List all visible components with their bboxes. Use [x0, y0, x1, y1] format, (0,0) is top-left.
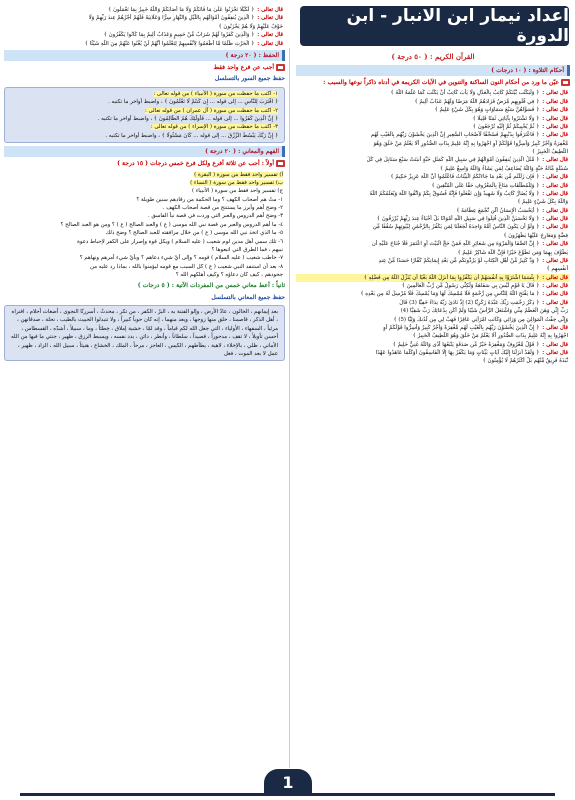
- line-text: ﴿ وَلَقَدْ أَنزَلْنَا إِلَيْكَ آيَاتٍ بَيِّنَاتٍ وَمَا يَكْفُرُ بِهَا إِلَّا الْفَاسِقُونَ أَوَكُلَّمَا عَاهَدُوا عَهْدًا: [375, 350, 540, 357]
- verse-line: [296, 341, 570, 349]
- verse-line: [296, 106, 570, 114]
- line-text: ﴿ إِنَّ الَّذِينَ يَخْشَوْنَ رَبَّهُم بِالْغَيْبِ لَهُم مَّغْفِرَةٌ وَأَجْرٌ كَبِيرٌ وَأَسِرُّوا قَوْلَكُمْ أَوِ: [383, 324, 540, 331]
- line-text: ﴿ وَلِلْمُطَلَّقَاتِ مَتَاعٌ بِالْمَعْرُوفِ حَقًّا عَلَى الْمُتَّقِينَ ﴾: [431, 182, 540, 189]
- line-text: ﴿ إِنَّ الصَّفَا وَالْمَرْوَةَ مِن شَعَائِرِ اللَّهِ فَمَنْ حَجَّ الْبَيْتَ أَوِ اعْتَمَرَ فَلَا جُنَاحَ عَلَيْهِ أَن: [371, 241, 540, 248]
- hifz-item: [9, 123, 280, 131]
- line-text: خَوْفٌ عَلَيْهِمْ وَلَا هُمْ يَحْزَنُونَ ﴾: [218, 23, 283, 30]
- verse-line: [296, 173, 570, 181]
- line-text: ﴿ الْحَرْثِ ظُلْمًا مَّا أَطْعَمُوا لِأَنْفُسِهِمْ لِتَعْلَمُوا أَنَّهُمْ لَنْ يُغْنُوا عَنْهُمْ مِنَ اللَّهِ شَيْئًا ﴾: [84, 40, 255, 47]
- verse-label: قال تعالى :: [542, 324, 568, 331]
- verse-line: [4, 14, 285, 22]
- maani-box: [4, 305, 285, 361]
- line-text: ٧- خاطب شعيب ( عليه السلام ) قومه ؟ وإلى أيّ شيء دعاهم ؟ وبأيّ شيء أمرهم ونهاهم ؟: [79, 255, 283, 262]
- verse-line: [296, 123, 570, 131]
- line-text: اللَّطِيفُ الْخَبِيرُ ﴾: [532, 149, 568, 156]
- line-text: ٢- وضح أهم وأبرز ما يستنتج من قصة أصحاب الكهف .: [162, 205, 283, 212]
- verse-line: [296, 349, 570, 357]
- verse-label: قال تعالى :: [542, 98, 568, 105]
- fahm-item: [4, 204, 285, 212]
- hifz-bar: الحفظ : ( ٢٠ درجة ): [4, 50, 285, 61]
- verse-line: [4, 31, 285, 39]
- line-text: وَاللَّهُ بِكُلِّ شَيْءٍ عَلِيمٌ ﴾: [517, 199, 568, 206]
- line-text: ﴿ اقْتَرَبَ لِلنَّاسِ ... إلى قوله ... إِن كُنتُمْ لَا تَعْلَمُونَ ﴾ ، واضبط أواخر ما تكتبه .: [108, 99, 278, 106]
- fahm-item: [4, 196, 285, 204]
- verse-label: قال تعالى :: [257, 40, 283, 47]
- line-text: ٣- اكتب ما حفظت من سورة ( الإسراء ) من قوله تعالى :: [150, 124, 278, 131]
- fahm-item: [4, 187, 285, 195]
- line-text: ب) تفسير واحد فقط من سورة ( النساء ): [190, 179, 283, 186]
- verse-label: قال تعالى :: [257, 7, 283, 13]
- line-text: ٦- تلك سمي أهل مدين لوم شعيب ( عليه السلام ) ويكل قوة وإصرار على الكفر لإحباط دعوة: [77, 238, 283, 245]
- question-icon: [561, 79, 570, 86]
- line-text: ٣- وضح أهم الدروس والعبر التي وردت في قصة نبأ الفاسق .: [147, 213, 283, 220]
- line-text: أَنفُسِهِم ﴾: [546, 266, 568, 273]
- verse-line: [296, 324, 570, 332]
- line-text: ﴿ إِنَّ رَبَّكَ يَبْسُطُ الرِّزْقَ ... إلى قوله ... كَانَ مَسْئُولًا ﴾ ، واضبط أواخر ما تكتبه .: [105, 132, 278, 139]
- verse-line: [296, 232, 570, 240]
- verse-line: [296, 98, 570, 106]
- verse-line: [296, 299, 570, 307]
- fahm-item: [4, 229, 285, 237]
- verse-label: قال تعالى :: [542, 274, 568, 281]
- verse-line: [296, 257, 570, 265]
- line-text: ﴿ وَلَا تَشْتَرُوا بِآيَاتِي ثَمَنًا قَلِيلًا ﴾: [472, 115, 540, 122]
- line-text: ﴿ وَلَا تَحْسَبَنَّ الَّذِينَ قُتِلُوا فِي سَبِيلِ اللَّهِ أَمْوَاتًا بَلْ أَحْيَاءٌ عِندَ رَبِّهِمْ يُرْزَقُونَ ﴾: [376, 216, 540, 223]
- verse-line: [296, 223, 570, 231]
- verse-label: قال تعالى :: [542, 257, 568, 264]
- verse-label: قال تعالى :: [257, 32, 283, 39]
- hifz-item: [9, 107, 280, 115]
- line-text: ﴿ وَلَيَكْتُب بَّيْنَكُمْ كَاتِبٌ بِالْعَدْلِ وَلَا يَأْبَ كَاتِبٌ أَنْ يَكْتُبَ كَمَا عَلَّمَهُ اللَّهُ ﴾: [390, 90, 540, 97]
- fahm-item: [4, 246, 285, 254]
- line-text: اجْهَرُوا بِهِ إِنَّهُ عَلِيمٌ بِذَاتِ الصُّدُورِ أَلَا يَعْلَمُ مَنْ خَلَقَ وَهُوَ اللَّطِيفُ الْخَبِيرُ ﴾: [412, 333, 568, 340]
- verse-label: قال تعالى :: [542, 132, 568, 139]
- verse-line: [4, 23, 285, 31]
- line-text: ﴿ بِئْسَمَا اشْتَرَوْا بِهِ أَنفُسَهُمْ أَن يَكْفُرُوا بِمَا أَنزَلَ اللَّهُ بَغْيًا أَن يُنَزِّلَ اللَّهُ مِن فَضْلِهِ ﴾: [363, 274, 540, 281]
- verse-line: [296, 190, 570, 198]
- verse-line: [296, 140, 570, 148]
- verse-line: [296, 282, 570, 290]
- hifz-item: [9, 115, 280, 123]
- verse-label: قال تعالى :: [542, 182, 568, 189]
- verse-label: قال تعالى :: [542, 341, 568, 348]
- maani-text: بعد إيمانهم ، الخالون ، عادٌ الأرض ، وإلو الفتنة به ، البرّ ، الكفر ، من تكر ، محدثٌ ، أسررنّا النجوى ، أضغاث أحلام ، افتراه ، أهل الذكر ، قاصمنا ، خلق منها زوجها ، ويعد منهما ، إنه كان حوباً كبيراً ، ولا تتبدلوا الخبيث بالطيب ، نحلة ، صدقاتهن ، مرئياً ، السفهاء ، الأولياء ، التي جعل الله لكم قياماً ، وقد لمّا ، خشية إملاق ، خِطئاً ، وما ، سبيلاً ، أشدّه ، القسطاس ، أحسن تأويلاً ، لا تقف ، مدحوراً ، قصيداً ، سلطاناً ، وأنطر ، دائن ، بدد نفسه ، ويسبط الرزق ، ظهير ، جنتي ما فيها من الله الأماني ، ظلي ، بالإخلاء ، لاهية ، يطأطهم ، الكيس ، العاجز ، مرحاً ، الملك ، الخشاع ، هنيئاً ، سبيل الله ، الزاد ، ظهير ، عمل لا بعد الموت ، فغل: [11, 309, 278, 357]
- line-text: نبيهم ، فما الطرق التي اتبعوها ؟: [211, 246, 283, 253]
- verse-line: [296, 332, 570, 340]
- fahm-item: [4, 263, 285, 271]
- verse-line: [296, 89, 570, 97]
- fahm-item: [4, 212, 285, 220]
- fahm-question-text: أولاً : أجب عن ثلاثة أفرع ولكل فرع خمس درجات ( ١٥ درجة ): [117, 160, 274, 168]
- line-text: ﴿ إِنَّ الَّذِينَ كَفَرُوا ... إلى قوله ... فَأُولَٰئِكَ هُمُ الظَّالِمُونَ ﴾ ، واضبط أواخر ما تكتبه .: [97, 115, 278, 122]
- fahm-bar: الفهم والمعاني : ( ٢٠ درجة ): [4, 146, 285, 157]
- line-text: رَبِّ إِنِّي وَهَنَ الْعَظْمُ مِنِّي وَاشْتَعَلَ الرَّأْسُ شَيْبًا وَلَمْ أَكُن بِدُعَائِكَ رَبِّ شَقِيًّا (4): [400, 308, 568, 315]
- line-text: ﴿ وَدَّ كَثِيرٌ مِّنْ أَهْلِ الْكِتَابِ لَوْ يَرُدُّونَكُم مِّن بَعْدِ إِيمَانِكُمْ كُفَّارًا حَسَدًا مِّنْ عِندِ: [378, 257, 540, 264]
- fahm-item: [4, 254, 285, 262]
- header-title: اعداد نيمار ابن الانبار - ابن الدورة: [346, 6, 569, 46]
- verse-line: [296, 274, 570, 282]
- verse-label: قال تعالى :: [257, 15, 283, 22]
- verse-label: قال تعالى :: [542, 299, 568, 306]
- line-text: ﴿ وَلَا يُضَارَّ كَاتِبٌ وَلَا شَهِيدٌ وَإِن تَفْعَلُوا فَإِنَّهُ فُسُوقٌ بِكُمْ وَاتَّقُوا اللَّهَ وَيُعَلِّمُكُمُ اللَّهُ: [369, 190, 540, 197]
- line-text: ﴿ الَّذِينَ يُنفِقُونَ أَمْوَالَهُم بِاللَّيْلِ وَالنَّهَارِ سِرًّا وَعَلَانِيَةً فَلَهُمْ أَجْرُهُمْ عِندَ رَبِّهِمْ وَلَا: [88, 15, 255, 22]
- left-verse-list: [4, 6, 285, 48]
- verse-label: قال تعالى :: [542, 291, 568, 298]
- fahm-item: [4, 271, 285, 279]
- line-text: ﴿ وَالَّذِينَ كَفَرُوا لَهُمْ شَرَابٌ مِّنْ حَمِيمٍ وَعَذَابٌ أَلِيمٌ بِمَا كَانُوا يَكْفُرُونَ ﴾: [103, 32, 255, 39]
- maani-question: ثانياً : أعط معاني خمس من المفردات الآتية : ( ٥ درجات ): [137, 282, 285, 290]
- line-text: أ) تفسير واحد فقط من سورة ( البقرة ): [194, 171, 283, 178]
- verse-line: [296, 207, 570, 215]
- question-icon: [276, 160, 285, 167]
- verse-label: قال تعالى :: [542, 283, 568, 290]
- line-text: ﴿ فَاعْتَرَفُوا بِذَنْبِهِمْ فَسُحْقًا لِّأَصْحَابِ السَّعِيرِ إِنَّ الَّذِينَ يَخْشَوْنَ رَبَّهُم بِالْغَيْبِ لَهُم: [370, 132, 540, 139]
- verse-label: قال تعالى :: [542, 190, 568, 197]
- page-number: 1: [264, 769, 312, 795]
- line-text: وَإِنِّي خِفْتُ الْمَوَالِيَ مِن وَرَائِي وَكَانَتِ امْرَأَتِي عَاقِرًا فَهَبْ لِي مِن لَّدُنكَ وَلِيًّا (5) ﴾: [393, 316, 568, 323]
- tajweed-bar: أحكام التلاوة : ( ١٠ درجات ): [296, 65, 570, 76]
- line-text: ﴿ فِي قُلُوبِهِم مَّرَضٌ فَزَادَهُمُ اللَّهُ مَرَضًا وَلَهُمْ عَذَابٌ أَلِيمٌ ﴾: [414, 98, 540, 105]
- verse-line: [296, 290, 570, 298]
- line-text: ﴿ قَوْلٌ مَّعْرُوفٌ وَمَغْفِرَةٌ خَيْرٌ مِّن صَدَقَةٍ يَتْبَعُهَا أَذًى وَاللَّهُ غَنِيٌّ حَلِيمٌ ﴾: [392, 341, 540, 348]
- hifz-subtitle: حفظ جميع السور بالتسلسل: [214, 75, 285, 83]
- fahm-item: [4, 238, 285, 246]
- line-text: ﴿ فَإِن زَلَلْتُم مِّن بَعْدِ مَا جَاءَتْكُمُ الْبَيِّنَاتُ فَاعْلَمُوا أَنَّ اللَّهَ عَزِيزٌ حَكِيمٌ ﴾: [390, 174, 540, 181]
- verse-label: قال تعالى :: [542, 123, 568, 130]
- right-column: [296, 50, 570, 760]
- line-text: ﴿ مَا يَفْتَحِ اللَّهُ لِلنَّاسِ مِن رَّحْمَةٍ فَلَا مُمْسِكَ لَهَا وَمَا يُمْسِكْ فَلَا مُرْسِلَ لَهُ مِن بَعْدِهِ ﴾: [360, 291, 540, 298]
- hifz-question-text: أجب عن فرع واحد فقط: [213, 64, 274, 72]
- hifz-item: [9, 90, 280, 98]
- fahm-item: [4, 221, 285, 229]
- left-column: [4, 6, 285, 764]
- verse-line: [296, 307, 570, 315]
- verse-line: [296, 156, 570, 164]
- line-text: فِضَّةٍ وَمَعَارِجَ عَلَيْهَا يَظْهَرُونَ ﴾: [503, 232, 568, 239]
- tajweed-question-text: عيّن ما ورد من أحكام النون الساكنة والتنوين في الآيات الكريمة في أدناه ذاكراً نوعها والسبب :: [323, 79, 559, 87]
- fahm-item: [4, 179, 285, 187]
- line-text: يَطَّوَّفَ بِهِمَا وَمَن تَطَوَّعَ خَيْرًا فَإِنَّ اللَّهَ شَاكِرٌ عَلِيمٌ ﴾: [457, 249, 568, 256]
- verse-line: [296, 316, 570, 324]
- line-text: ﴿ قَالَ يَا قَوْمِ لَيْسَ بِي سَفَاهَةٌ وَلَٰكِنِّي رَسُولٌ مِّن رَّبِّ الْعَالَمِينَ ﴾: [401, 283, 540, 290]
- line-text: ٢- اكتب ما حفظت من سورة ( آل عمران ) من قوله تعالى :: [145, 107, 278, 114]
- verse-line: [296, 148, 570, 156]
- fahm-item: [4, 171, 285, 179]
- tajweed-verse-list: [296, 89, 570, 365]
- verse-line: [296, 115, 570, 123]
- verse-line: [296, 249, 570, 257]
- verse-label: قال تعالى :: [542, 115, 568, 122]
- verse-label: قال تعالى :: [542, 224, 568, 231]
- hifz-item: [9, 98, 280, 106]
- line-text: ﴿ لِّكَيْلَا تَحْزَنُوا عَلَىٰ مَا فَاتَكُمْ وَلَا مَا أَصَابَكُمْ وَاللَّهُ خَبِيرٌ بِمَا تَعْمَلُونَ ﴾: [108, 7, 255, 13]
- line-text: سُنبُلَةٍ مِّائَةُ حَبَّةٍ وَاللَّهُ يُضَاعِفُ لِمَن يَشَاءُ وَاللَّهُ وَاسِعٌ عَلِيمٌ ﴾: [439, 165, 568, 172]
- line-text: ﴿ ذِكْرُ رَحْمَتِ رَبِّكَ عَبْدَهُ زَكَرِيَّا (2) إِذْ نَادَىٰ رَبَّهُ نِدَاءً خَفِيًّا (3) قَالَ: [399, 299, 540, 306]
- line-text: ج) تفسير واحد فقط من سورة ( الأنبياء ): [191, 188, 283, 195]
- verse-label: قال تعالى :: [542, 90, 568, 97]
- line-text: ١- اكتب ما حفظت من سورة ( الأنبياء ) من قوله تعالى :: [153, 90, 278, 97]
- verse-label: قال تعالى :: [542, 216, 568, 223]
- verse-line: [296, 165, 570, 173]
- page-header: [300, 6, 569, 46]
- verse-line: [296, 215, 570, 223]
- verse-line: [4, 40, 285, 48]
- maani-subtitle: حفظ جميع المعاني بالتسلسل: [211, 293, 285, 301]
- verse-label: قال تعالى :: [542, 350, 568, 357]
- verse-line: [4, 6, 285, 14]
- line-text: ٨- بعد أن استنفد النبي شعيب ( ع ) كل السبب مع قومه ليؤمنوا بالله ، بماذا رد عليه من: [90, 263, 283, 270]
- fahm-list: [4, 171, 285, 280]
- verse-line: [296, 131, 570, 139]
- verse-line: [296, 240, 570, 248]
- hifz-question: [4, 63, 285, 72]
- verse-line: [296, 182, 570, 190]
- line-text: ﴿ وَلَوْ أَن يَكُونَ النَّاسُ أُمَّةً وَاحِدَةً لَّجَعَلْنَا لِمَن يَكْفُرُ بِالرَّحْمَٰنِ لِبُيُوتِهِمْ سُقُفًا مِّن: [372, 224, 540, 231]
- line-text: نَّبَذَهُ فَرِيقٌ مِّنْهُم بَلْ أَكْثَرُهُمْ لَا يُؤْمِنُونَ ﴾: [482, 358, 568, 365]
- tajweed-question: [296, 78, 570, 87]
- line-text: مَّغْفِرَةٌ وَأَجْرٌ كَبِيرٌ وَأَسِرُّوا قَوْلَكُمْ أَوِ اجْهَرُوا بِهِ إِنَّهُ عَلِيمٌ بِذَاتِ الصُّدُورِ أَلَا يَعْلَمُ مَنْ خَلَقَ وَهُوَ: [373, 140, 568, 147]
- question-icon: [276, 64, 285, 71]
- verse-line: [296, 357, 570, 365]
- verse-label: قال تعالى :: [542, 107, 568, 114]
- column-divider: [289, 48, 290, 768]
- verse-label: قال تعالى :: [542, 157, 568, 164]
- verse-line: [296, 265, 570, 273]
- verse-label: قال تعالى :: [542, 207, 568, 214]
- line-text: ﴿ ثُمَّ يُحْيِيكُمْ ثُمَّ إِلَيْهِ تُرْجَعُونَ ﴾: [472, 123, 540, 130]
- line-text: جحودهم ، كيف كان دعاؤه ؟ وكيف أهلكهم الله ؟: [175, 272, 283, 279]
- hifz-item: [9, 132, 280, 140]
- verse-line: [296, 198, 570, 206]
- verse-label: قال تعالى :: [542, 174, 568, 181]
- line-text: ﴿ أَيَحْسَبُ الْإِنسَانُ أَلَّن نَّجْمَعَ عِظَامَهُ ﴾: [456, 207, 540, 214]
- verse-label: قال تعالى :: [542, 241, 568, 248]
- fahm-question: [4, 159, 285, 168]
- quran-section-title: القرآن الكريم : ( ٥٠ درجة ): [391, 52, 475, 61]
- line-text: ٤- ما أهم الدروس والعبر من قصة نبي الله موسى ( ع ) والعبد الصالح ( ع ) ؟ ومن هو العبد الصالح ؟: [60, 221, 283, 228]
- line-text: ٥- ما الذي اتخذ نبي الله موسى ( ع ) من خلال مرافقته للعبد الصالح ؟ وضح ذلك: [105, 230, 283, 237]
- line-text: ﴿ مَّثَلُ الَّذِينَ يُنفِقُونَ أَمْوَالَهُمْ فِي سَبِيلِ اللَّهِ كَمَثَلِ حَبَّةٍ أَنبَتَتْ سَبْعَ سَنَابِلَ فِي كُلِّ: [366, 157, 540, 164]
- hifz-box: [4, 87, 285, 143]
- line-text: ﴿ فَسَوَّاهُنَّ سَبْعَ سَمَاوَاتٍ وَهُوَ بِكُلِّ شَيْءٍ عَلِيمٌ ﴾: [434, 107, 540, 114]
- line-text: ١- متْ هم أصحاب الكهف ؟ وما الحكمة من رقادهم سنين طويلة ؟: [136, 196, 283, 203]
